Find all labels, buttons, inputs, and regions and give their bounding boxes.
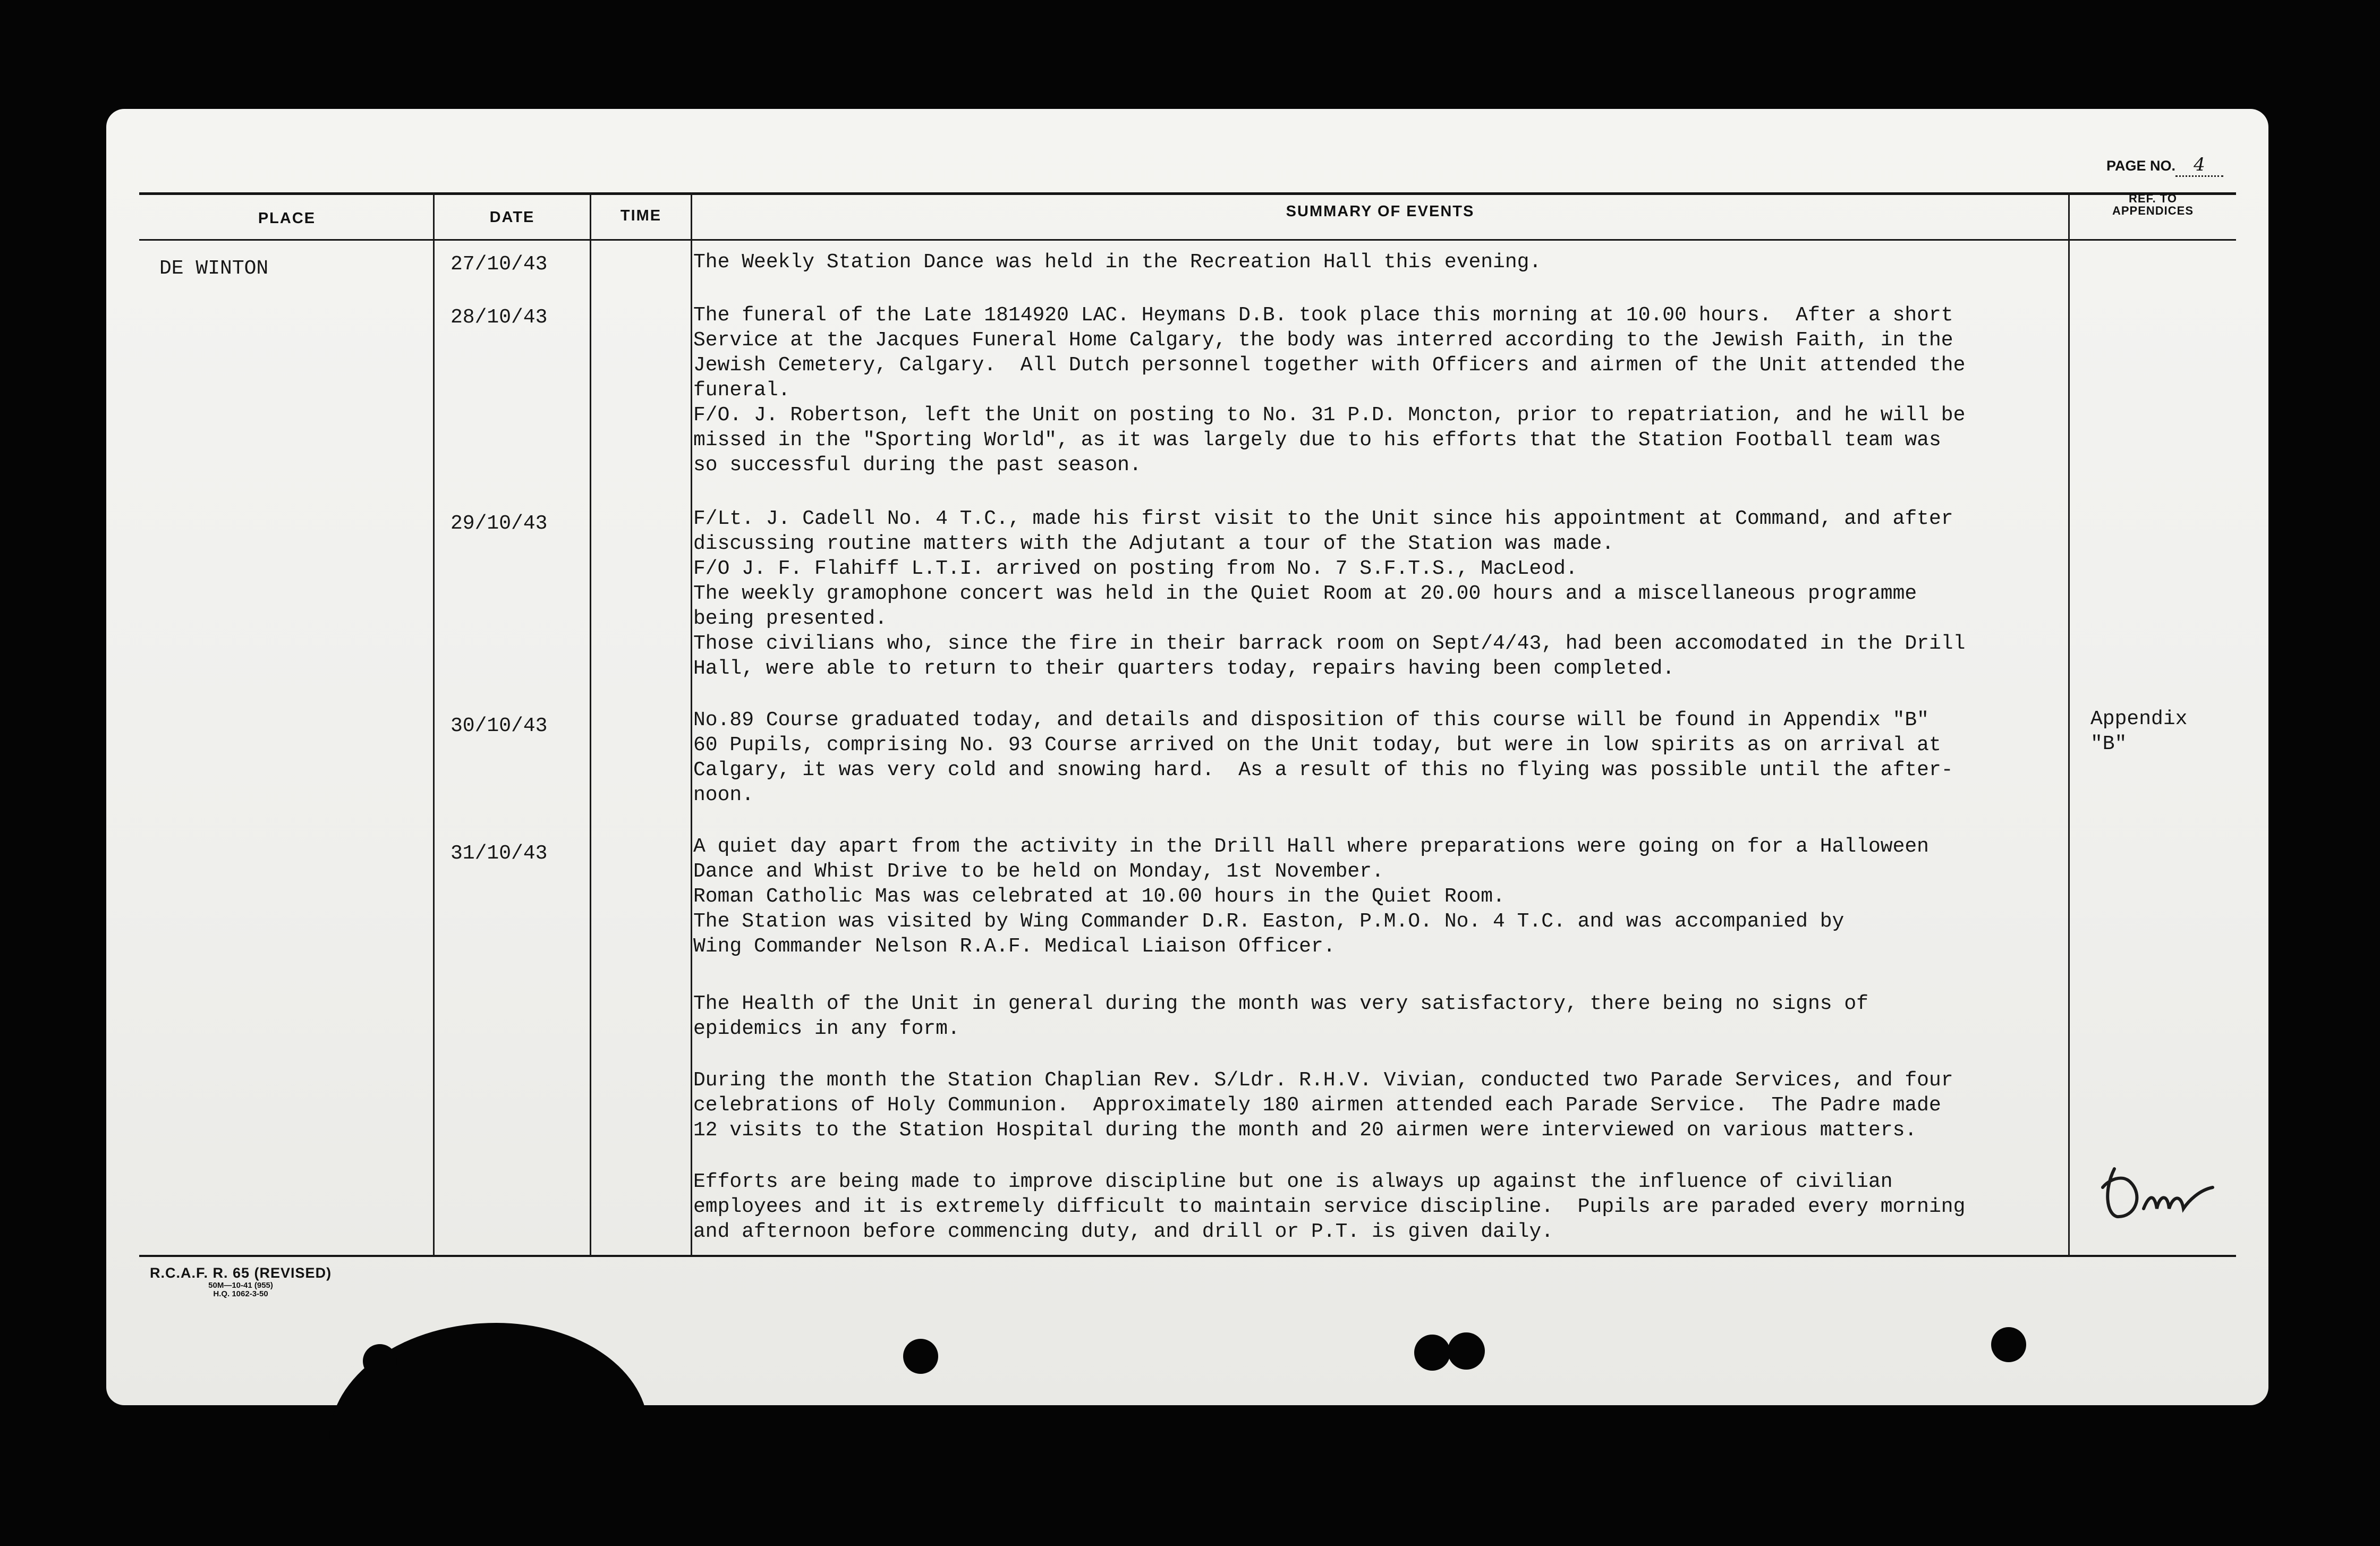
summary-line: celebrations of Holy Communion. Approximately 180 airmen attended each Parade Service. The Padre made <box>693 1094 1941 1117</box>
summary-line: Service at the Jacques Funeral Home Calgary, the body was interred according to the Jewish Faith, in the <box>693 329 1953 352</box>
summary-line: F/Lt. J. Cadell No. 4 T.C., made his first visit to the Unit since his appointment at Command, and after <box>693 507 1953 530</box>
summary-line: Dance and Whist Drive to be held on Monday, 1st November. <box>693 860 1384 883</box>
column-divider-place-date <box>433 192 435 1256</box>
header-date: DATE <box>489 209 535 226</box>
date-entry: 29/10/43 <box>450 512 548 535</box>
summary-line: F/O J. F. Flahiff L.T.I. arrived on posting from No. 7 S.F.T.S., MacLeod. <box>693 557 1578 580</box>
appendix-reference: Appendix <box>2090 708 2188 730</box>
header-summary-of-events: SUMMARY OF EVENTS <box>1286 203 1475 220</box>
summary-line: The Station was visited by Wing Commander D.R. Easton, P.M.O. No. 4 T.C. and was accompanied by <box>693 910 1844 933</box>
summary-line: Jewish Cemetery, Calgary. All Dutch personnel together with Officers and airmen of the Unit attended the <box>693 354 1966 377</box>
header-time: TIME <box>620 207 662 224</box>
appendix-reference-letter: "B" <box>2090 733 2127 755</box>
column-divider-date-time <box>590 192 591 1256</box>
summary-line: missed in the "Sporting World", as it was largely due to his efforts that the Station Football team was <box>693 429 1941 452</box>
page-number <box>2106 154 2223 177</box>
summary-line: noon. <box>693 784 754 806</box>
header-place: PLACE <box>258 210 316 227</box>
column-divider-summary-ref <box>2068 192 2070 1256</box>
date-entry: 28/10/43 <box>450 306 548 329</box>
summary-line: so successful during the past season. <box>693 454 1142 477</box>
summary-line: 60 Pupils, comprising No. 93 Course arrived on the Unit today, but were in low spirits as on arrival at <box>693 734 1941 757</box>
summary-line: F/O. J. Robertson, left the Unit on posting to No. 31 P.D. Moncton, prior to repatriation, and he will be <box>693 404 1966 427</box>
summary-line: Hall, were able to return to their quarters today, repairs having been completed. <box>693 657 1675 680</box>
summary-line: Calgary, it was very cold and snowing hard. As a result of this no flying was possible until the after- <box>693 759 1953 782</box>
page-number-label: PAGE NO. <box>2106 158 2175 174</box>
summary-line: Roman Catholic Mas was celebrated at 10.00 hours in the Quiet Room. <box>693 885 1505 908</box>
punch-hole <box>903 1339 938 1374</box>
table-top-rule <box>139 192 2236 195</box>
signature-initials <box>2093 1158 2221 1227</box>
summary-line: 12 visits to the Station Hospital during the month and 20 airmen were interviewed on various matters. <box>693 1119 1917 1142</box>
summary-line: employees and it is extremely difficult to maintain service discipline. Pupils are paraded every morning <box>693 1195 1966 1218</box>
summary-line: epidemics in any form. <box>693 1017 960 1040</box>
place-entry: DE WINTON <box>159 257 269 280</box>
summary-line: being presented. <box>693 607 887 630</box>
punch-hole <box>1414 1335 1450 1371</box>
summary-line: The weekly gramophone concert was held in the Quiet Room at 20.00 hours and a miscellaneous programme <box>693 582 1917 605</box>
summary-line: No.89 Course graduated today, and details and disposition of this course will be found in Appendix "B" <box>693 709 1929 732</box>
form-code: R.C.A.F. R. 65 (REVISED) 50M—10-41 (955) H.Q. 1062-3-50 <box>150 1265 332 1299</box>
summary-line: During the month the Station Chaplian Rev. S/Ldr. R.H.V. Vivian, conducted two Parade Services, and four <box>693 1069 1953 1092</box>
summary-line: The funeral of the Late 1814920 LAC. Heymans D.B. took place this morning at 10.00 hours. After a short <box>693 304 1953 327</box>
header-bottom-rule <box>139 239 2236 241</box>
page-number-value: 4 <box>2175 154 2223 177</box>
summary-line: Those civilians who, since the fire in their barrack room on Sept/4/43, had been accomodated in the Drill <box>693 632 1966 655</box>
summary-line: funeral. <box>693 379 790 402</box>
column-divider-time-summary <box>691 192 692 1256</box>
summary-line: A quiet day apart from the activity in the Drill Hall where preparations were going on for a Halloween <box>693 835 1929 858</box>
summary-line: Efforts are being made to improve discipline but one is always up against the influence of civilian <box>693 1170 1893 1193</box>
header-ref-to-appendices: REF. TO APPENDICES <box>2112 192 2194 218</box>
date-entry: 30/10/43 <box>450 715 548 737</box>
summary-line: The Health of the Unit in general during the month was very satisfactory, there being no signs of <box>693 992 1868 1015</box>
punch-hole <box>1991 1327 2026 1362</box>
summary-line: Wing Commander Nelson R.A.F. Medical Liaison Officer. <box>693 935 1336 958</box>
punch-hole <box>1448 1332 1485 1370</box>
summary-line: The Weekly Station Dance was held in the Recreation Hall this evening. <box>693 251 1542 274</box>
date-entry: 27/10/43 <box>450 253 548 276</box>
summary-line: and afternoon before commencing duty, and drill or P.T. is given daily. <box>693 1220 1554 1243</box>
table-bottom-rule <box>139 1255 2236 1257</box>
punch-hole <box>363 1344 397 1378</box>
date-entry: 31/10/43 <box>450 842 548 865</box>
summary-line: discussing routine matters with the Adjutant a tour of the Station was made. <box>693 532 1614 555</box>
